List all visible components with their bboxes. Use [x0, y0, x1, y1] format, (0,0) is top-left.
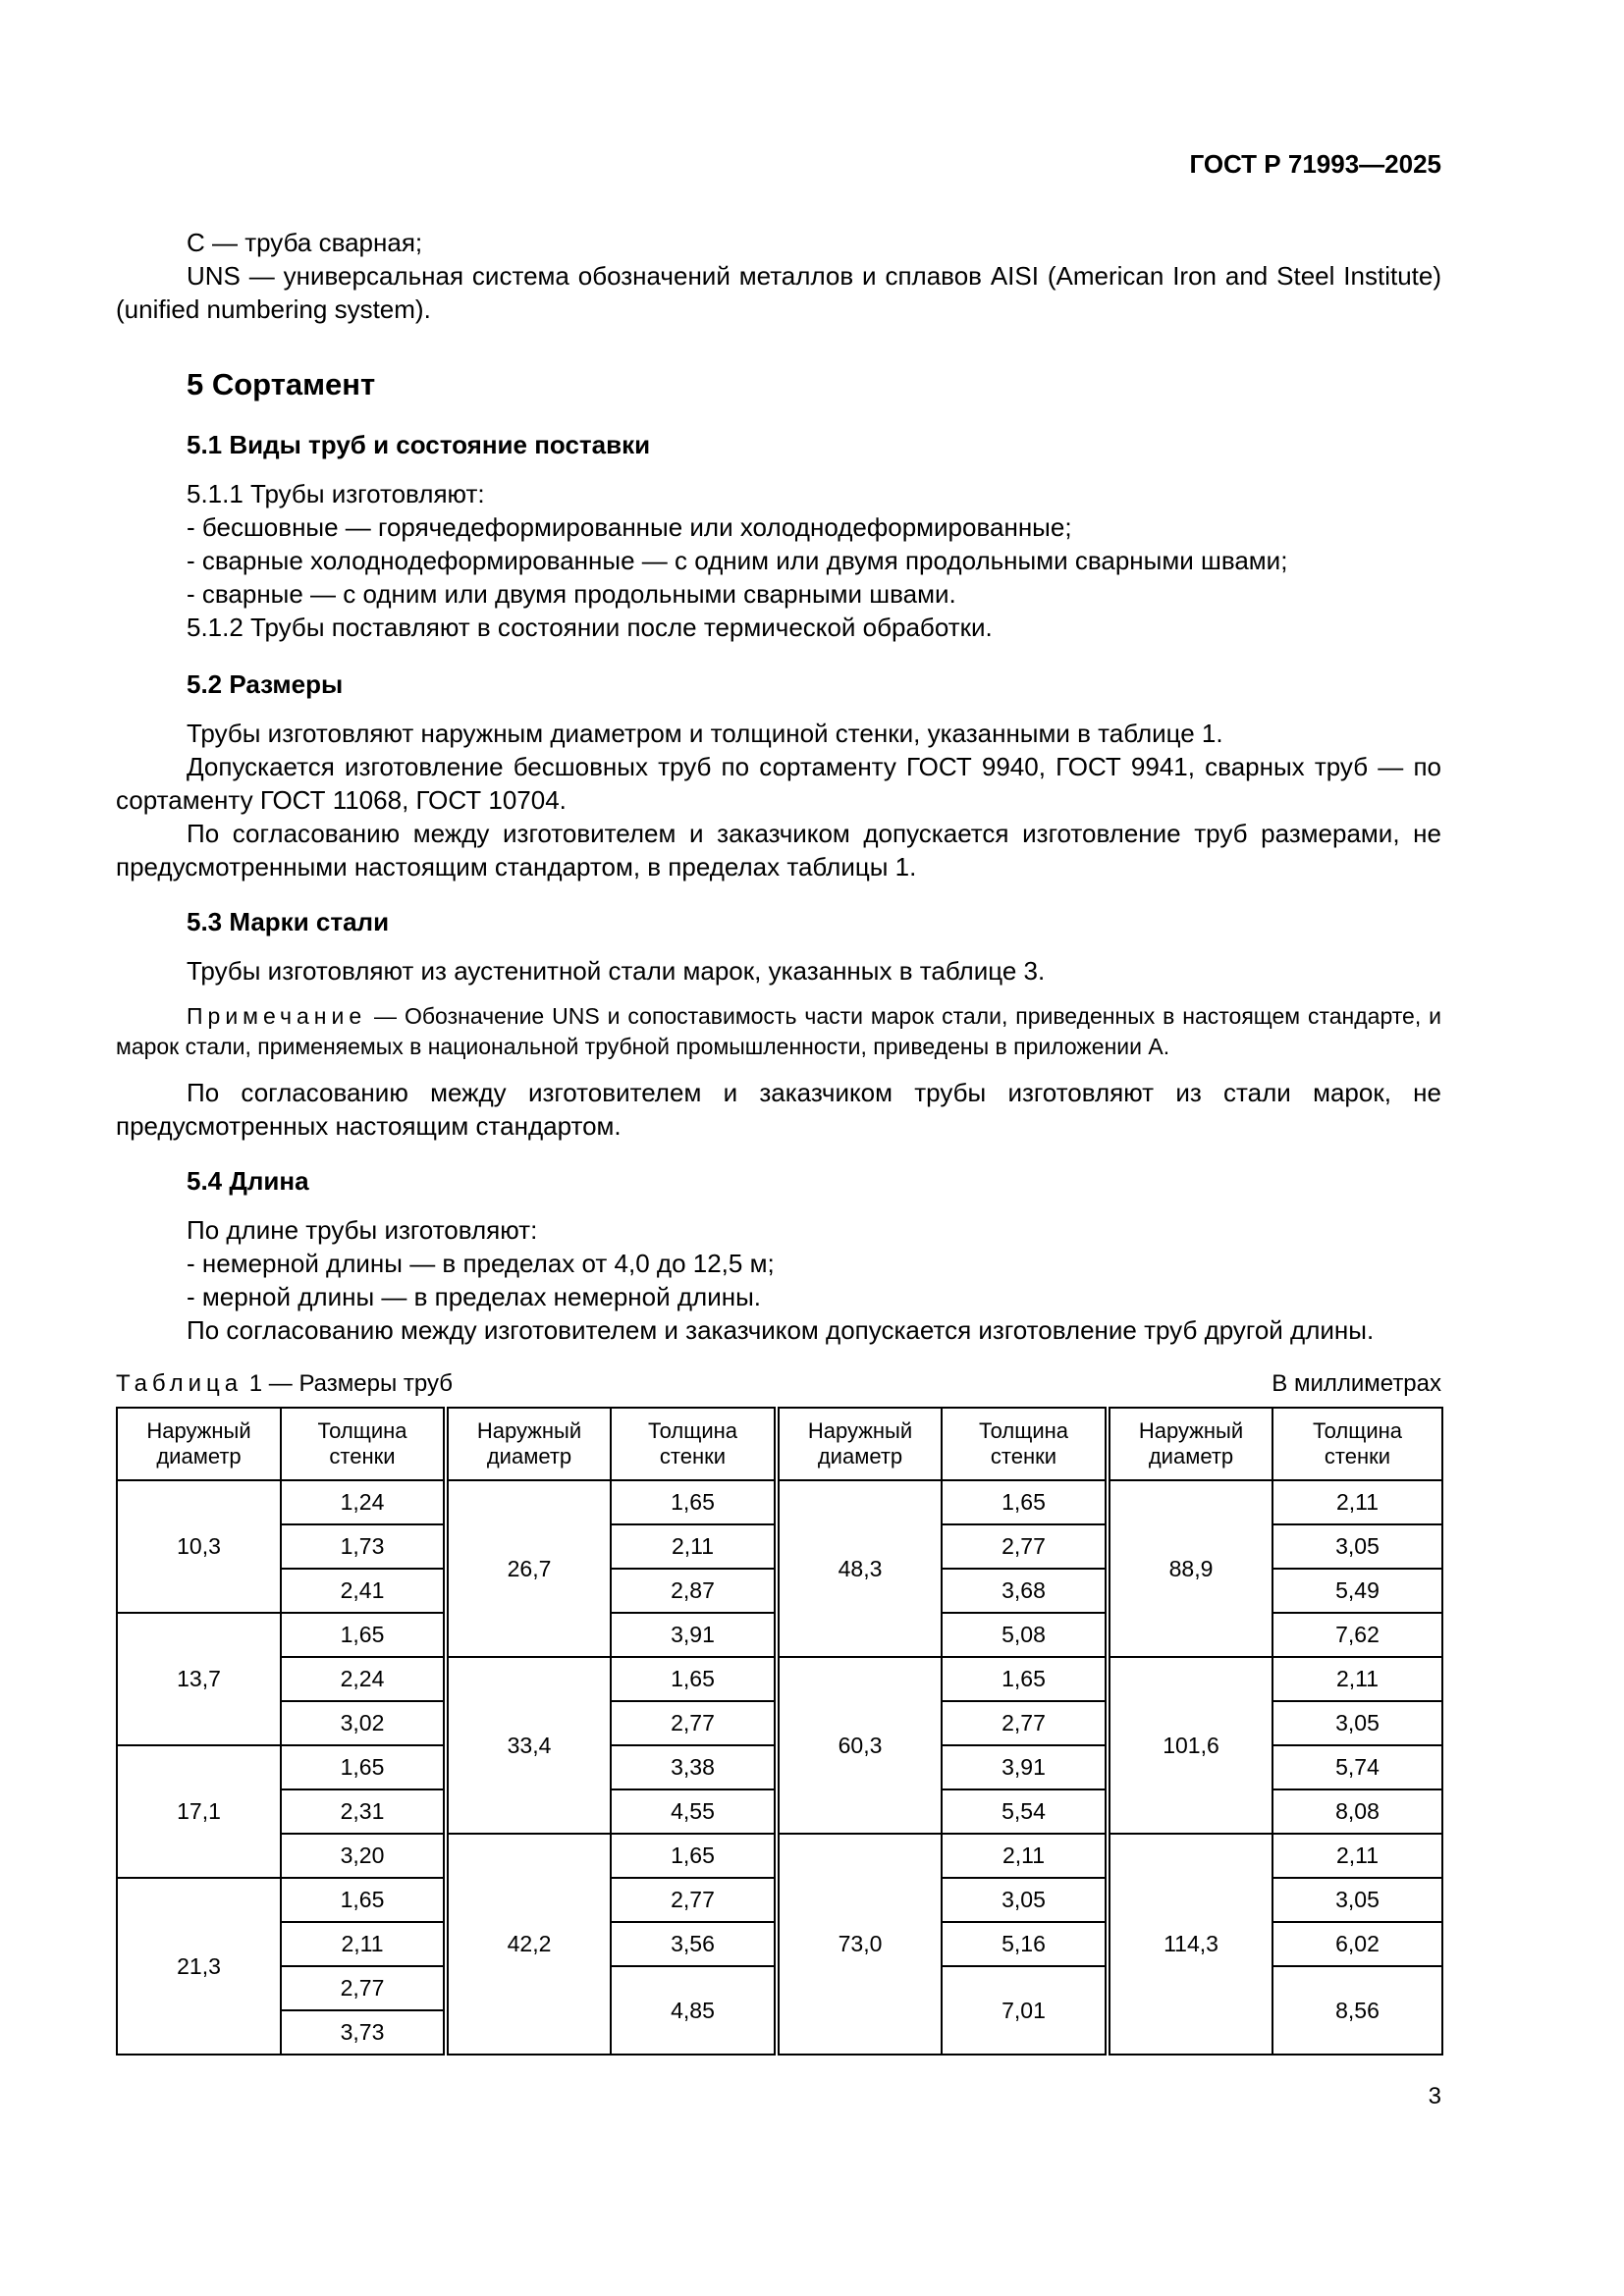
document-header: ГОСТ Р 71993—2025 — [1189, 149, 1441, 179]
col-header-wall: Толщина стенки — [281, 1408, 446, 1480]
section-5-2-title: 5.2 Размеры — [187, 669, 344, 699]
wall-cell: 1,65 — [281, 1613, 446, 1657]
section-5-1-title: 5.1 Виды труб и состояние поставки — [187, 430, 651, 459]
abbrev-c: С — труба сварная; — [187, 228, 423, 257]
table-header-row — [117, 1408, 1442, 1480]
wall-cell: 2,77 — [942, 1524, 1108, 1569]
wall-cell: 2,31 — [281, 1789, 446, 1834]
note-label: Примечание — [187, 1003, 367, 1029]
wall-cell: 1,65 — [611, 1480, 777, 1524]
wall-cell: 1,65 — [281, 1745, 446, 1789]
diameter-cell: 17,1 — [117, 1745, 281, 1878]
diameter-cell: 42,2 — [446, 1834, 611, 2055]
wall-cell: 2,11 — [942, 1834, 1108, 1878]
s51-bullet-3: - сварные — с одним или двумя продольными сварными швами. — [187, 579, 956, 609]
wall-cell: 3,91 — [942, 1745, 1108, 1789]
wall-cell: 2,11 — [1272, 1657, 1442, 1701]
col-header-wall: Толщина стенки — [1272, 1408, 1442, 1480]
abbrev-uns: UNS — универсальная система обозначений металлов и сплавов AISI (American Iron and Steel Institute) (unified numbering system). — [116, 261, 1441, 324]
diameter-cell: 101,6 — [1108, 1657, 1272, 1834]
wall-cell: 3,20 — [281, 1834, 446, 1878]
wall-cell: 2,11 — [1272, 1480, 1442, 1524]
col-header-wall: Толщина стенки — [942, 1408, 1108, 1480]
table-caption-label: Таблица — [116, 1370, 244, 1397]
wall-cell: 2,11 — [611, 1524, 777, 1569]
wall-cell: 3,05 — [1272, 1524, 1442, 1569]
diameter-cell: 26,7 — [446, 1480, 611, 1657]
wall-cell: 2,11 — [281, 1922, 446, 1966]
wall-cell: 3,68 — [942, 1569, 1108, 1613]
diameter-cell: 10,3 — [117, 1480, 281, 1613]
diameter-cell: 73,0 — [777, 1834, 942, 2055]
col-header-wall: Толщина стенки — [611, 1408, 777, 1480]
wall-cell: 3,05 — [1272, 1701, 1442, 1745]
wall-cell: 3,05 — [942, 1878, 1108, 1922]
s53-note — [116, 1001, 1441, 1062]
wall-cell: 7,62 — [1272, 1613, 1442, 1657]
wall-cell: 8,08 — [1272, 1789, 1442, 1834]
wall-cell: 4,85 — [611, 1966, 777, 2055]
s51-bullet-2: - сварные холоднодеформированные — с одним или двумя продольными сварными швами; — [187, 546, 1288, 575]
diameter-cell: 33,4 — [446, 1657, 611, 1834]
wall-cell: 3,02 — [281, 1701, 446, 1745]
table-row — [117, 1480, 1442, 1524]
wall-cell: 5,54 — [942, 1789, 1108, 1834]
pipe-sizes-table — [116, 1407, 1443, 2056]
s51-bullet-1: - бесшовные — горячедеформированные или холоднодеформированные; — [187, 512, 1072, 542]
wall-cell: 2,87 — [611, 1569, 777, 1613]
table-units: В миллиметрах — [1272, 1370, 1441, 1397]
s53-p1: Трубы изготовляют из аустенитной стали марок, указанных в таблице 3. — [187, 956, 1046, 986]
diameter-cell: 21,3 — [117, 1878, 281, 2055]
wall-cell: 3,56 — [611, 1922, 777, 1966]
col-header-diameter: Наружный диаметр — [446, 1408, 611, 1480]
wall-cell: 5,74 — [1272, 1745, 1442, 1789]
diameter-cell: 13,7 — [117, 1613, 281, 1745]
wall-cell: 6,02 — [1272, 1922, 1442, 1966]
wall-cell: 5,49 — [1272, 1569, 1442, 1613]
wall-cell: 2,77 — [611, 1878, 777, 1922]
table-caption — [116, 1370, 453, 1398]
s52-p1: Трубы изготовляют наружным диаметром и толщиной стенки, указанными в таблице 1. — [187, 719, 1223, 748]
wall-cell: 2,77 — [611, 1701, 777, 1745]
s52-p3: По согласованию между изготовителем и заказчиком допускается изготовление труб размерами, не предусмотренными настоящим стандартом, в пределах таблицы 1. — [116, 819, 1441, 881]
s54-bullet-2: - мерной длины — в пределах немерной длины. — [187, 1282, 761, 1311]
wall-cell: 2,24 — [281, 1657, 446, 1701]
wall-cell: 8,56 — [1272, 1966, 1442, 2055]
wall-cell: 5,16 — [942, 1922, 1108, 1966]
s54-p1: По длине трубы изготовляют: — [187, 1215, 538, 1245]
wall-cell: 3,73 — [281, 2010, 446, 2055]
diameter-cell: 48,3 — [777, 1480, 942, 1657]
s51-p1: 5.1.1 Трубы изготовляют: — [187, 479, 485, 508]
section-5-3-title: 5.3 Марки стали — [187, 907, 390, 936]
wall-cell: 1,65 — [942, 1657, 1108, 1701]
s51-p2: 5.1.2 Трубы поставляют в состоянии после термической обработки. — [187, 613, 993, 642]
wall-cell: 2,41 — [281, 1569, 446, 1613]
wall-cell: 2,77 — [942, 1701, 1108, 1745]
wall-cell: 4,55 — [611, 1789, 777, 1834]
s54-p2: По согласованию между изготовителем и заказчиком допускается изготовление труб другой длины. — [187, 1315, 1375, 1345]
s52-p2: Допускается изготовление бесшовных труб по сортаменту ГОСТ 9940, ГОСТ 9941, сварных труб — по сортаменту ГОСТ 11068, ГОСТ 10704. — [116, 752, 1441, 815]
page-number: 3 — [1428, 2083, 1441, 2109]
wall-cell: 3,05 — [1272, 1878, 1442, 1922]
s54-bullet-1: - немерной длины — в пределах от 4,0 до 12,5 м; — [187, 1249, 775, 1278]
wall-cell: 2,77 — [281, 1966, 446, 2010]
section-5-4-title: 5.4 Длина — [187, 1166, 309, 1196]
wall-cell: 1,65 — [611, 1657, 777, 1701]
wall-cell: 3,38 — [611, 1745, 777, 1789]
wall-cell: 2,11 — [1272, 1834, 1442, 1878]
wall-cell: 3,91 — [611, 1613, 777, 1657]
s53-p2: По согласованию между изготовителем и заказчиком трубы изготовляют из стали марок, не предусмотренных настоящим стандартом. — [116, 1078, 1441, 1141]
col-header-diameter: Наружный диаметр — [777, 1408, 942, 1480]
table-row — [117, 1834, 1442, 1878]
diameter-cell: 88,9 — [1108, 1480, 1272, 1657]
col-header-diameter: Наружный диаметр — [1108, 1408, 1272, 1480]
wall-cell: 1,65 — [281, 1878, 446, 1922]
note-text: — Обозначение UNS и сопоставимость части марок стали, приведенных в настоящем стандарте, и марок стали, применяемых в национальной трубной промышленности, приведены в приложении А. — [116, 1003, 1441, 1059]
diameter-cell: 60,3 — [777, 1657, 942, 1834]
table-caption-text: 1 — Размеры труб — [243, 1370, 453, 1397]
table-row — [117, 1657, 1442, 1701]
wall-cell: 1,65 — [611, 1834, 777, 1878]
diameter-cell: 114,3 — [1108, 1834, 1272, 2055]
wall-cell: 1,65 — [942, 1480, 1108, 1524]
section-5-title: 5 Сортамент — [187, 367, 376, 401]
wall-cell: 7,01 — [942, 1966, 1108, 2055]
wall-cell: 1,73 — [281, 1524, 446, 1569]
col-header-diameter: Наружный диаметр — [117, 1408, 281, 1480]
wall-cell: 1,24 — [281, 1480, 446, 1524]
wall-cell: 5,08 — [942, 1613, 1108, 1657]
